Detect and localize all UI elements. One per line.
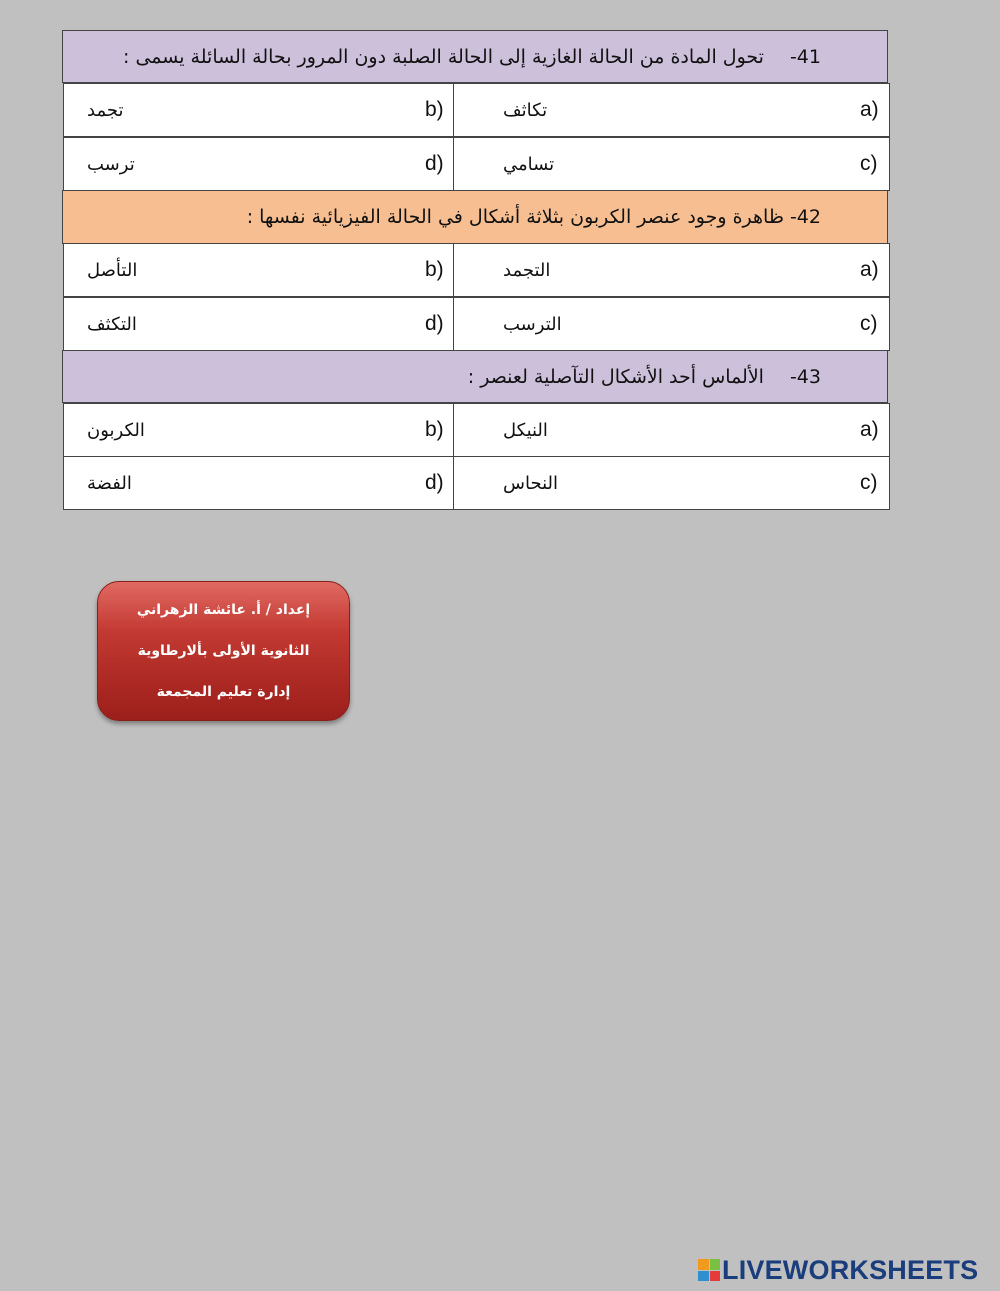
credit-author: إعداد / أ. عائشة الزهراني (136, 601, 311, 618)
credit-school: الثانوية الأولى بألارطاوية (137, 642, 310, 659)
cell-divider (453, 138, 454, 190)
cell-divider (453, 84, 454, 136)
answer-row (63, 243, 890, 297)
question-41-header (62, 30, 888, 83)
option-b-text[interactable]: التأصل (87, 259, 138, 281)
option-b-letter: b) (425, 258, 444, 281)
option-a-letter: a) (860, 418, 879, 441)
option-b-letter: b) (425, 98, 444, 121)
question-42-header (62, 190, 888, 244)
question-number: -41 (789, 45, 821, 68)
answer-row (63, 297, 890, 351)
cell-divider (453, 404, 454, 456)
option-a-text[interactable]: النيكل (503, 419, 548, 441)
logo-badge-cell (710, 1271, 721, 1282)
question-text: تحول المادة من الحالة الغازية إلى الحالة الصلبة دون المرور بحالة السائلة يسمى : (123, 45, 764, 68)
option-c-letter: c) (860, 152, 878, 175)
option-d-text[interactable]: الفضة (87, 472, 132, 494)
answer-row (63, 456, 890, 510)
option-c-letter: c) (860, 312, 878, 335)
question-number: -42 (789, 206, 821, 228)
option-a-text[interactable]: التجمد (503, 259, 551, 281)
liveworksheets-logo[interactable] (698, 1255, 978, 1285)
option-d-text[interactable]: ترسب (87, 153, 135, 175)
option-d-letter: d) (425, 471, 444, 494)
cell-divider (453, 457, 454, 509)
logo-text: LIVEWORKSHEETS (722, 1254, 979, 1285)
logo-badge-cell (698, 1259, 709, 1270)
question-43-header (62, 350, 888, 403)
option-c-text[interactable]: الترسب (503, 313, 562, 335)
cell-divider (453, 244, 454, 296)
question-text: ظاهرة وجود عنصر الكربون بثلاثة أشكال في الحالة الفيزيائية نفسها : (246, 206, 784, 228)
option-c-text[interactable]: النحاس (503, 472, 558, 494)
answer-row (63, 403, 890, 457)
option-d-letter: d) (425, 312, 444, 335)
option-d-text[interactable]: التكثف (87, 313, 137, 335)
option-a-letter: a) (860, 98, 879, 121)
option-d-letter: d) (425, 152, 444, 175)
option-b-text[interactable]: الكربون (87, 419, 145, 441)
question-number: -43 (789, 365, 821, 388)
question-text: الألماس أحد الأشكال التآصلية لعنصر : (467, 365, 764, 388)
answer-row (63, 83, 890, 137)
credit-department: إدارة تعليم المجمعة (156, 683, 291, 700)
option-c-letter: c) (860, 471, 878, 494)
logo-badge-cell (710, 1259, 721, 1270)
answer-row (63, 137, 890, 191)
option-b-text[interactable]: تجمد (87, 99, 124, 121)
option-a-letter: a) (860, 258, 879, 281)
author-credit-box (97, 581, 350, 721)
option-b-letter: b) (425, 418, 444, 441)
logo-badge-cell (698, 1271, 709, 1282)
liveworksheets-logo-icon (698, 1259, 720, 1281)
option-a-text[interactable]: تكاثف (503, 99, 548, 121)
option-c-text[interactable]: تسامي (503, 153, 555, 175)
cell-divider (453, 298, 454, 350)
